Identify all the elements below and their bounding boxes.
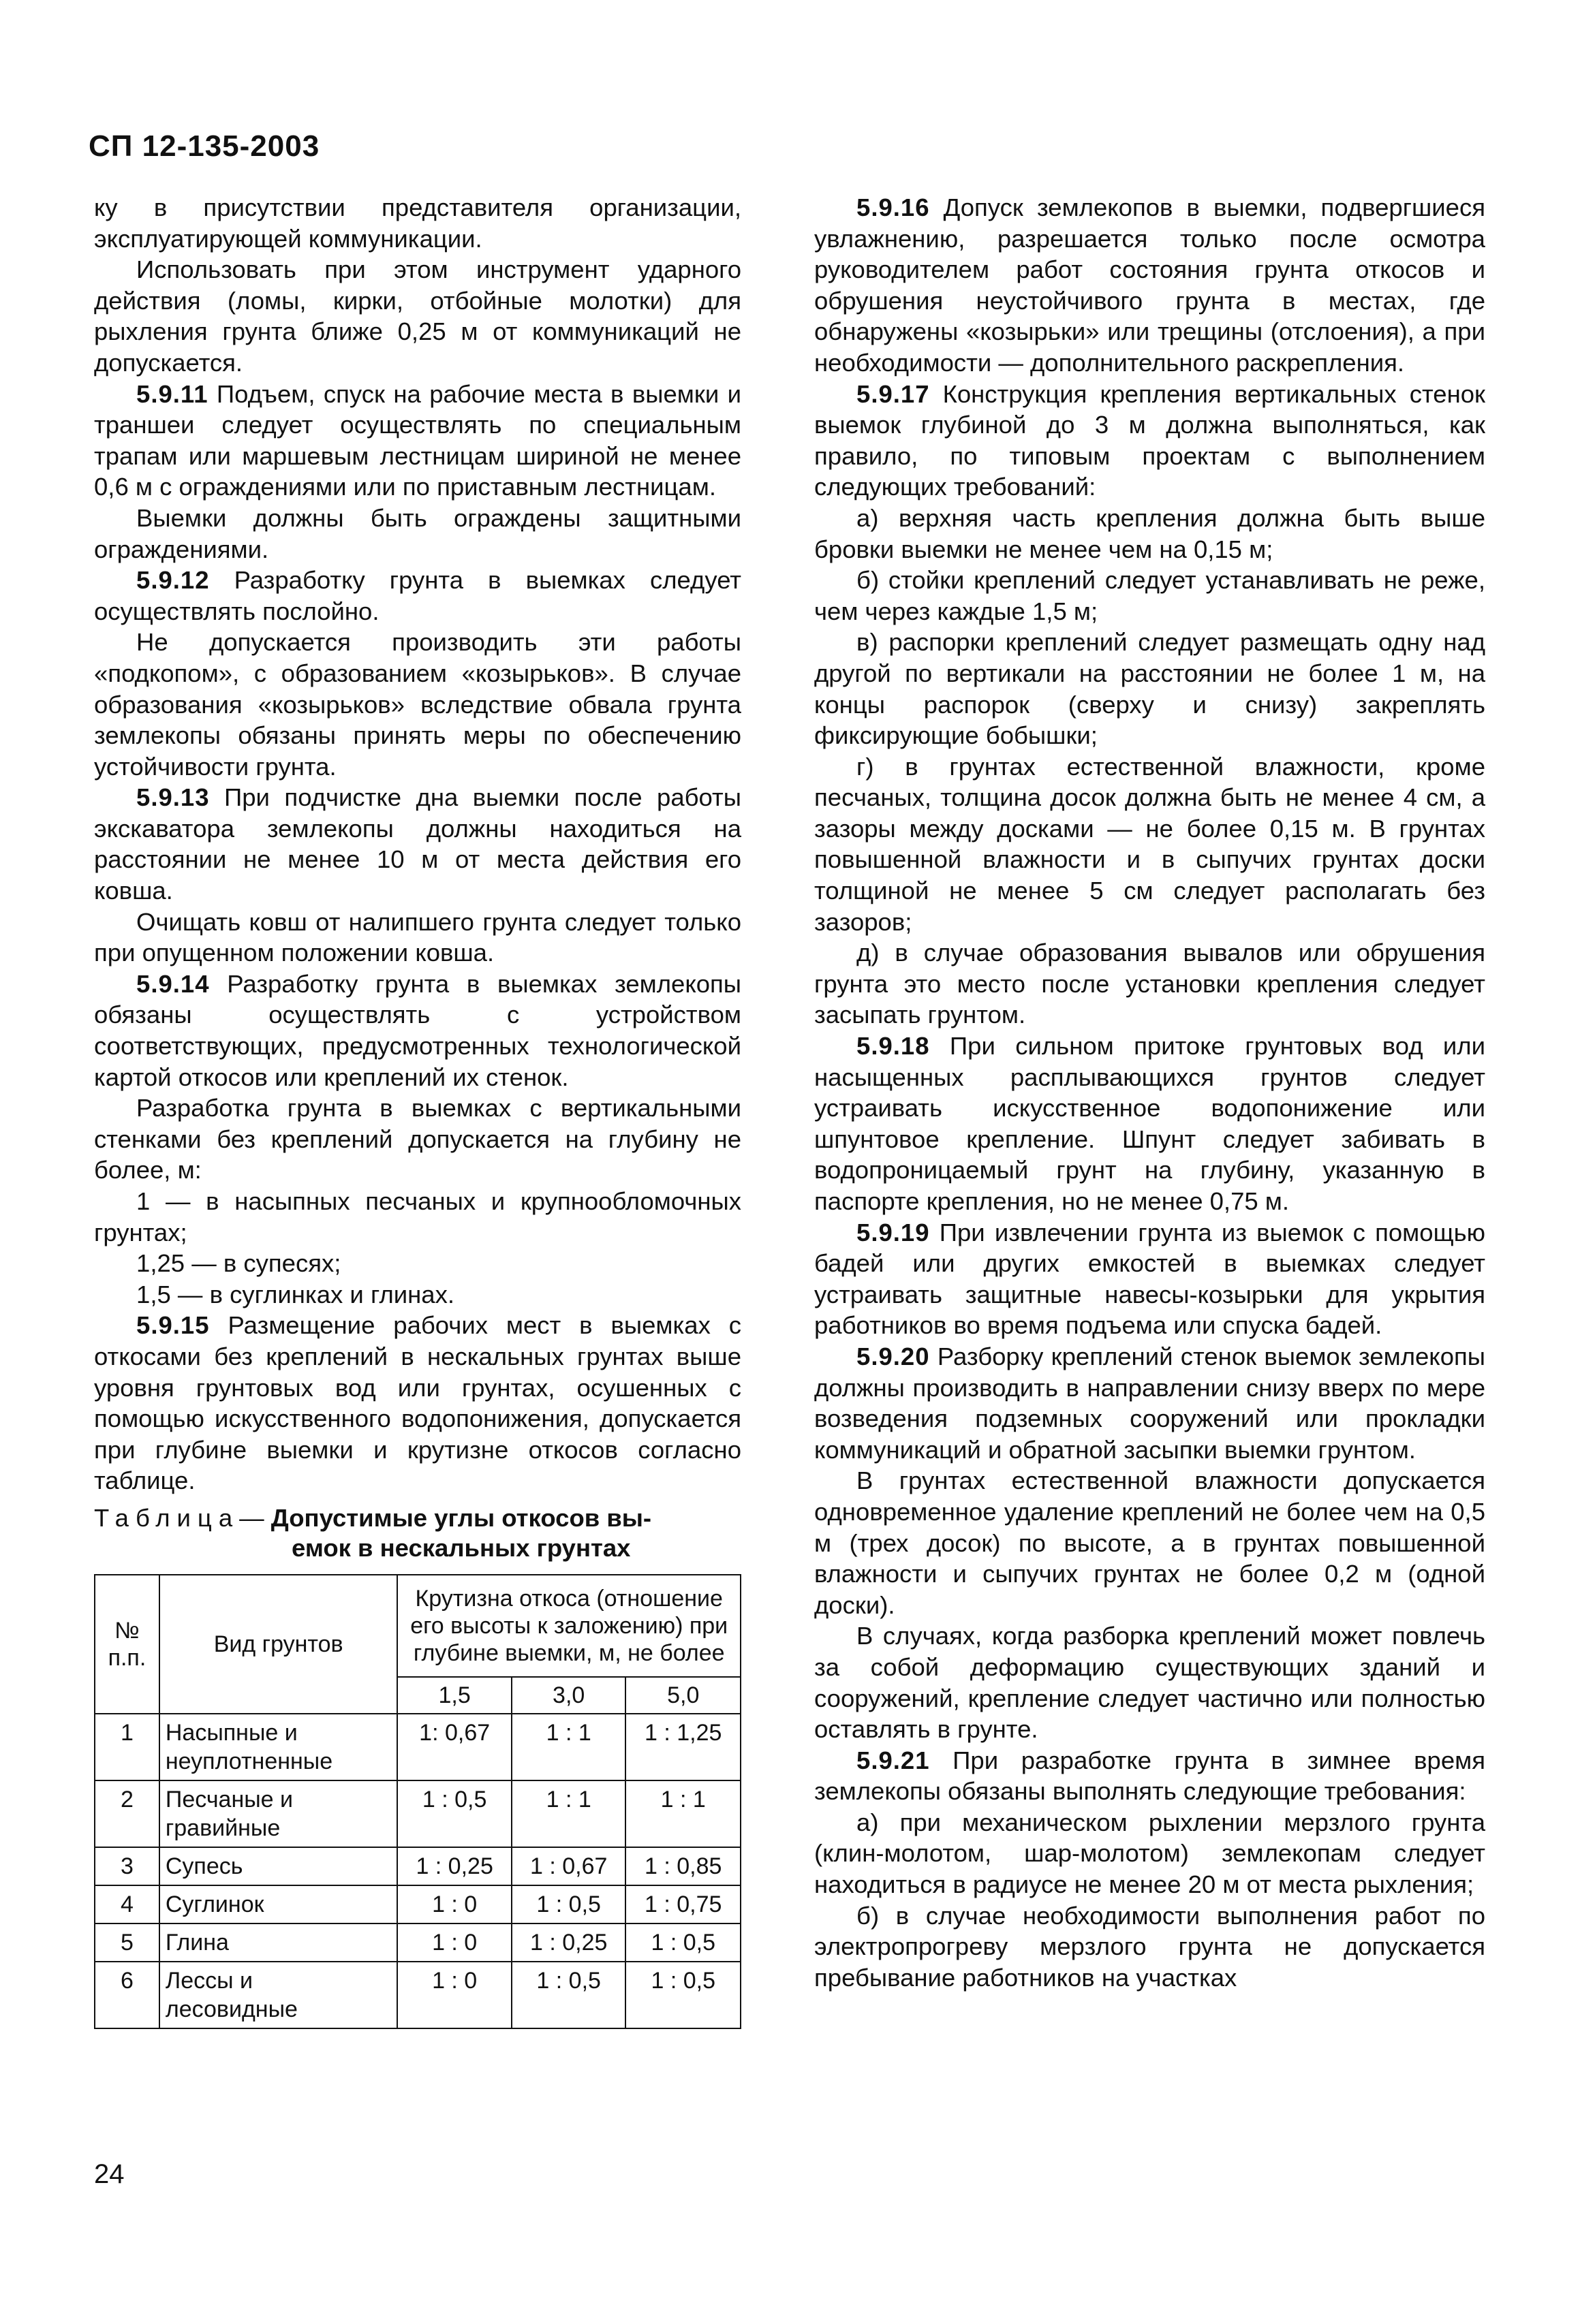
row-number: 3 <box>95 1847 159 1885</box>
clause-number: 5.9.20 <box>856 1342 930 1370</box>
clause-5-9-12 <box>94 565 741 627</box>
right-column <box>814 192 1485 1993</box>
paragraph: Выемки должны быть ограждены защитными ограждениями. <box>94 503 741 563</box>
clause-number: 5.9.19 <box>856 1218 930 1246</box>
left-column <box>94 192 741 2029</box>
header-soil-type: Вид грунтов <box>159 1575 398 1714</box>
slope-value: 1 : 0,67 <box>512 1847 626 1885</box>
slope-value: 1 : 0,5 <box>512 1962 626 2028</box>
list-item: д) в случае образования вывалов или обрушения грунта это место после установки крепления следует засыпать грунтом. <box>814 939 1485 1029</box>
table-caption <box>94 1503 741 1563</box>
paragraph: В грунтах естественной влажности допускается одновременное удаление креплений не более чем на 0,5 м (трех досок) по высоте, а в грунтах повышенной влажности и сыпучих грунтах не более 0,2 м (одной доски). <box>814 1466 1485 1619</box>
slope-value: 1 : 0 <box>397 1885 512 1923</box>
header-depth: 1,5 <box>397 1677 512 1714</box>
slope-value: 1 : 0,5 <box>397 1780 512 1847</box>
table-row <box>95 1847 741 1885</box>
clause-number: 5.9.17 <box>856 379 930 408</box>
paragraph: Очищать ковш от налипшего грунта следует только при опущенном положении ковша. <box>94 907 741 967</box>
table-title-line-2: емок в нескальных грунтах <box>292 1533 631 1562</box>
list-item: б) стойки креплений следует устанавливать не реже, чем через каждые 1,5 м; <box>814 566 1485 625</box>
list-item: б) в случае необходимости выполнения работ по электропрогреву мерзлого грунта не допускается пребывание работников на участках <box>814 1901 1485 1992</box>
row-number: 6 <box>95 1962 159 2028</box>
table-row <box>95 1923 741 1962</box>
table-dash: — <box>239 1503 264 1532</box>
paragraph: В случаях, когда разборка креплений может повлечь за собой деформацию существующих зданий и сооружений, крепление следует частично или полностью оставлять в грунте. <box>814 1622 1485 1744</box>
table-row <box>95 1885 741 1923</box>
slope-value: 1 : 1 <box>512 1714 626 1780</box>
clause-text: Разработку грунта в выемках землекопы обязаны осуществлять с устройством соответствующих, предусмотренных технологической картой откосов или креплений их стенок. <box>94 969 741 1091</box>
slope-value: 1 : 1 <box>512 1780 626 1847</box>
clause-5-9-15 <box>94 1310 741 1496</box>
clause-5-9-19 <box>814 1217 1485 1341</box>
clause-text: При подчистке дна выемки после работы экскаватора землекопы должны находиться на расстоянии не менее 10 м от места действия его ковша. <box>94 783 741 905</box>
clause-number: 5.9.12 <box>136 566 210 595</box>
clause-5-9-14 <box>94 969 741 1093</box>
clause-number: 5.9.16 <box>856 193 930 221</box>
table-header-row <box>95 1575 741 1677</box>
slope-value: 1: 0,67 <box>397 1714 512 1780</box>
soil-type: Супесь <box>159 1847 398 1885</box>
soil-type: Суглинок <box>159 1885 398 1923</box>
slope-value: 1 : 1,25 <box>625 1714 741 1780</box>
list-item: 1,5 — в суглинках и глинах. <box>136 1280 454 1308</box>
clause-number: 5.9.21 <box>856 1746 930 1774</box>
table-row <box>95 1780 741 1847</box>
table-row <box>95 1962 741 2028</box>
clause-5-9-13 <box>94 782 741 906</box>
slope-value: 1 : 0 <box>397 1923 512 1962</box>
paragraph: Разработка грунта в выемках с вертикальными стенками без креплений допускается на глубину не более, м: <box>94 1094 741 1184</box>
clause-text: Подъем, спуск на рабочие места в выемки и траншеи следует осуществлять по специальным трапам или маршевым лестницам шириной не менее 0,6 м с ограждениями или по приставным лестницам. <box>94 379 741 501</box>
soil-type: Лессы и лесовидные <box>159 1962 398 2028</box>
clause-text: При извлечении грунта из выемок с помощью бадей или других емкостей в выемках следует устраивать защитные навесы-козырьки для укрытия работников во время подъема или спуска бадей. <box>814 1218 1485 1340</box>
soil-type: Насыпные и неуплотненные <box>159 1714 398 1780</box>
list-item: 1 — в насыпных песчаных и крупнообломочных грунтах; <box>94 1187 741 1246</box>
clause-number: 5.9.13 <box>136 783 210 812</box>
document-code-header: СП 12-135-2003 <box>89 129 320 163</box>
soil-type: Глина <box>159 1923 398 1962</box>
list-item: г) в грунтах естественной влажности, кроме песчаных, толщина досок должна быть не менее 4 см, а зазоры между досками — не более 0,15 м. В грунтах повышенной влажности и в сыпучих грунтах доски толщиной не менее 5 см следует располагать без зазоров; <box>814 752 1485 936</box>
table-row <box>95 1714 741 1780</box>
clause-text: Допуск землекопов в выемки, подвергшиеся увлажнению, разрешается только после осмотра руководителем работ состояния грунта откосов и обрушения неустойчивого грунта в местах, где обнаружены «козырьки» или трещины (отслоения), а при необходимости — дополнительного раскрепления. <box>814 193 1485 377</box>
slope-value: 1 : 0,5 <box>625 1962 741 2028</box>
header-steepness: Крутизна откоса (отношение его высоты к заложению) при глубине выемки, м, не более <box>397 1575 741 1677</box>
clause-number: 5.9.18 <box>856 1032 930 1061</box>
clause-text: Размещение рабочих мест в выемках с откосами без креплений в нескальных грунтах выше уровня грунтовых вод или грунтах, осушенных с помощью искусственного водопонижения, допускается при глубине выемки и крутизне откосов согласно таблице. <box>94 1311 741 1495</box>
table-label: Таблица <box>94 1503 240 1532</box>
paragraph: ку в присутствии представителя организации, эксплуатирующей коммуникации. <box>94 193 741 253</box>
page-number: 24 <box>94 2159 125 2189</box>
list-item: а) при механическом рыхлении мерзлого грунта (клин-молотом, шар-молотом) землекопам следует находиться в радиусе не менее 20 м от места рыхления; <box>814 1808 1485 1899</box>
slope-value: 1 : 0,75 <box>625 1885 741 1923</box>
header-depth: 3,0 <box>512 1677 626 1714</box>
slope-value: 1 : 0 <box>397 1962 512 2028</box>
table-title-line-1: Допустимые углы откосов вы- <box>270 1503 652 1532</box>
clause-5-9-20 <box>814 1341 1485 1465</box>
header-depth: 5,0 <box>625 1677 741 1714</box>
clause-5-9-17 <box>814 379 1485 503</box>
clause-number: 5.9.11 <box>136 379 208 408</box>
clause-text: Конструкция крепления вертикальных стенок выемок глубиной до 3 м должна выполняться, как правило, по типовым проектам с выполнением следующих требований: <box>814 379 1485 501</box>
slope-value: 1 : 0,5 <box>625 1923 741 1962</box>
clause-text: При сильном притоке грунтовых вод или насыщенных расплывающихся грунтов следует устраивать искусственное водопонижение или шпунтовое крепление. Шпунт следует забивать в водопроницаемый грунт на глубину, указанную в паспорте крепления, но не менее 0,75 м. <box>814 1032 1485 1215</box>
list-item: в) распорки креплений следует размещать одну над другой по вертикали на расстоянии не более 1 м, на концы распорок (сверху и снизу) закреплять фиксирующие бобышки; <box>814 628 1485 750</box>
clause-number: 5.9.15 <box>136 1311 210 1340</box>
row-number: 5 <box>95 1923 159 1962</box>
clause-5-9-21 <box>814 1745 1485 1807</box>
slope-value: 1 : 1 <box>625 1780 741 1847</box>
list-item: а) верхняя часть крепления должна быть выше бровки выемки не менее чем на 0,15 м; <box>814 503 1485 563</box>
clause-number: 5.9.14 <box>136 969 210 998</box>
clause-5-9-18 <box>814 1031 1485 1217</box>
list-item: 1,25 — в супесях; <box>136 1249 341 1278</box>
paragraph: Использовать при этом инструмент ударного действия (ломы, кирки, отбойные молотки) для рыхления грунта ближе 0,25 м от коммуникаций не допускается. <box>94 255 741 377</box>
clause-text: Разработку грунта в выемках следует осуществлять послойно. <box>94 566 741 625</box>
slopes-table <box>94 1574 741 2029</box>
clause-text: При разработке грунта в зимнее время землекопы обязаны выполнять следующие требования: <box>814 1746 1485 1806</box>
clause-text: Разборку креплений стенок выемок землекопы должны производить в направлении снизу вверх по мере возведения подземных сооружений или прокладки коммуникаций и обратной засыпки выемки грунтом. <box>814 1342 1485 1464</box>
slope-value: 1 : 0,25 <box>397 1847 512 1885</box>
row-number: 2 <box>95 1780 159 1847</box>
header-num: № п.п. <box>95 1575 159 1714</box>
row-number: 1 <box>95 1714 159 1780</box>
slope-value: 1 : 0,5 <box>512 1885 626 1923</box>
slope-value: 1 : 0,25 <box>512 1923 626 1962</box>
soil-type: Песчаные и гравийные <box>159 1780 398 1847</box>
clause-5-9-11 <box>94 379 741 503</box>
paragraph: Не допускается производить эти работы «подкопом», с образованием «козырьков». В случае образования «козырьков» вследствие обвала грунта землекопы обязаны принять меры по обеспечению устойчивости грунта. <box>94 628 741 781</box>
clause-5-9-16 <box>814 192 1485 379</box>
row-number: 4 <box>95 1885 159 1923</box>
slope-value: 1 : 0,85 <box>625 1847 741 1885</box>
